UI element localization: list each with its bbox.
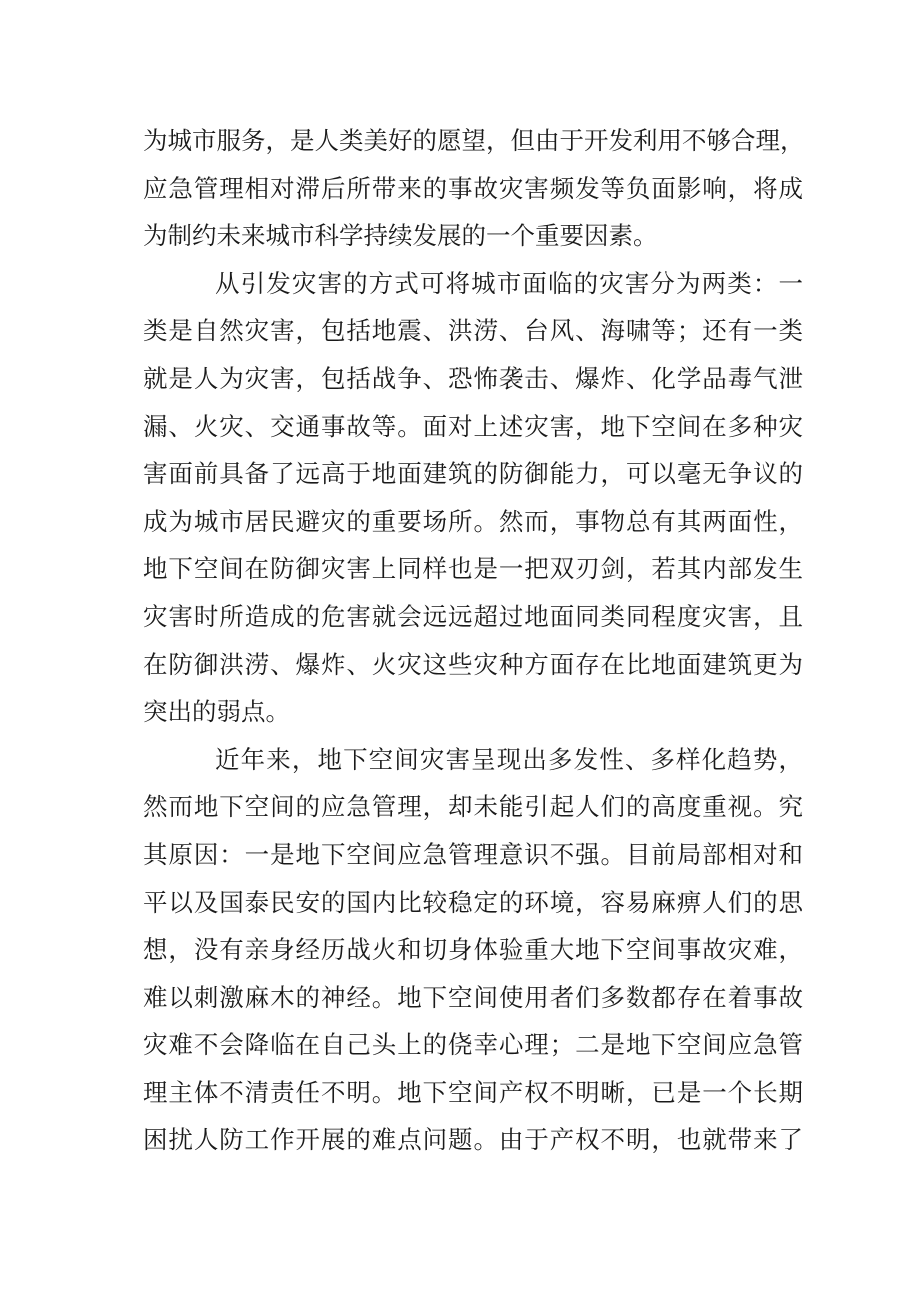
text-line: 应急管理相对滞后所带来的事故灾害频发等负面影响，将成 xyxy=(143,173,803,203)
text-line: 在防御洪涝、爆炸、火灾这些灾种方面存在比地面建筑更为 xyxy=(143,649,803,679)
text-line: 为制约未来城市科学持续发展的一个重要因素。 xyxy=(143,221,658,251)
text-line: 地下空间在防御灾害上同样也是一把双刃剑，若其内部发生 xyxy=(143,554,803,584)
paragraph-1 xyxy=(143,117,803,260)
text-line: 就是人为灾害，包括战争、恐怖袭击、爆炸、化学品毒气泄 xyxy=(143,363,803,393)
text-line: 想，没有亲身经历战火和切身体验重大地下空间事故灾难， xyxy=(143,935,803,965)
text-line: 近年来，地下空间灾害呈现出多发性、多样化趋势， xyxy=(215,744,803,774)
body-text xyxy=(143,117,803,1164)
text-line: 为城市服务，是人类美好的愿望，但由于开发利用不够合理， xyxy=(143,126,805,155)
text-line: 难以刺激麻木的神经。地下空间使用者们多数都存在着事故 xyxy=(143,982,803,1012)
text-line: 困扰人防工作开展的难点问题。由于产权不明，也就带来了 xyxy=(143,1125,803,1155)
text-line: 类是自然灾害，包括地震、洪涝、台风、海啸等；还有一类 xyxy=(143,316,803,346)
paragraph-3 xyxy=(143,736,803,1164)
text-line: 灾害时所造成的危害就会远远超过地面同类同程度灾害，且 xyxy=(143,601,803,631)
text-line: 灾难不会降临在自己头上的侥幸心理；二是地下空间应急管 xyxy=(143,1030,803,1060)
text-line: 平以及国泰民安的国内比较稳定的环境，容易麻痹人们的思 xyxy=(143,887,803,917)
text-line: 突出的弱点。 xyxy=(143,697,290,727)
text-line: 漏、火灾、交通事故等。面对上述灾害，地下空间在多种灾 xyxy=(143,411,803,441)
text-line: 其原因：一是地下空间应急管理意识不强。目前局部相对和 xyxy=(143,839,803,869)
text-line: 从引发灾害的方式可将城市面临的灾害分为两类：一 xyxy=(215,268,803,298)
text-line: 然而地下空间的应急管理，却未能引起人们的高度重视。究 xyxy=(143,792,803,822)
paragraph-2 xyxy=(143,260,803,736)
text-line: 理主体不清责任不明。地下空间产权不明晰，已是一个长期 xyxy=(143,1077,803,1107)
text-line: 成为城市居民避灾的重要场所。然而，事物总有其两面性， xyxy=(143,506,803,536)
text-line: 害面前具备了远高于地面建筑的防御能力，可以毫无争议的 xyxy=(143,459,803,489)
